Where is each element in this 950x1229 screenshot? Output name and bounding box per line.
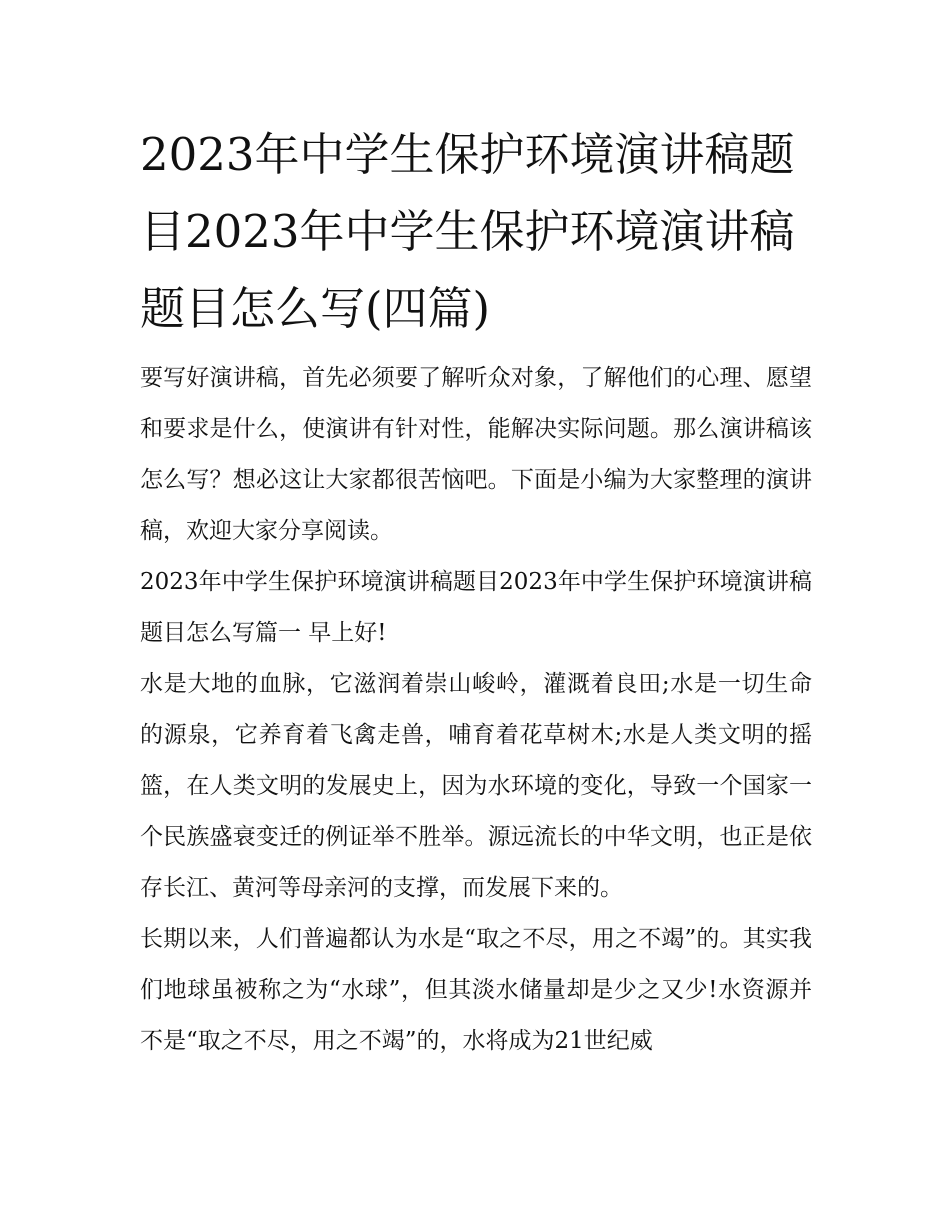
- intro-paragraph: 要写好演讲稿，首先必须要了解听众对象，了解他们的心理、愿望和要求是什么，使演讲有针对性，能解决实际问题。那么演讲稿该怎么写？想必这让大家都很苦恼吧。下面是小编为大家整理的演讲稿，欢迎大家分享阅读。: [140, 365, 812, 544]
- section-heading-paragraph: 2023年中学生保护环境演讲稿题目2023年中学生保护环境演讲稿题目怎么写篇一 早上好!: [140, 569, 812, 646]
- body-paragraph-water: 水是大地的血脉，它滋润着崇山峻岭，灌溉着良田;水是一切生命的源泉，它养育着飞禽走兽，哺育着花草树木;水是人类文明的摇篮，在人类文明的发展史上，因为水环境的变化，导致一个国家一个民族盛衰变迁的例证举不胜举。源远流长的中华文明，也正是依存长江、黄河等母亲河的支撑，而发展下来的。: [140, 671, 812, 901]
- body-paragraph-resources: 长期以来，人们普遍都认为水是“取之不尽，用之不竭”的。其实我们地球虽被称之为“水球”，但其淡水储量却是少之又少!水资源并不是“取之不尽，用之不竭”的，水将成为21世纪威: [140, 926, 812, 1054]
- document-body: [140, 116, 812, 1067]
- document-title: 2023年中学生保护环境演讲稿题目2023年中学生保护环境演讲稿题目怎么写(四篇): [140, 128, 795, 335]
